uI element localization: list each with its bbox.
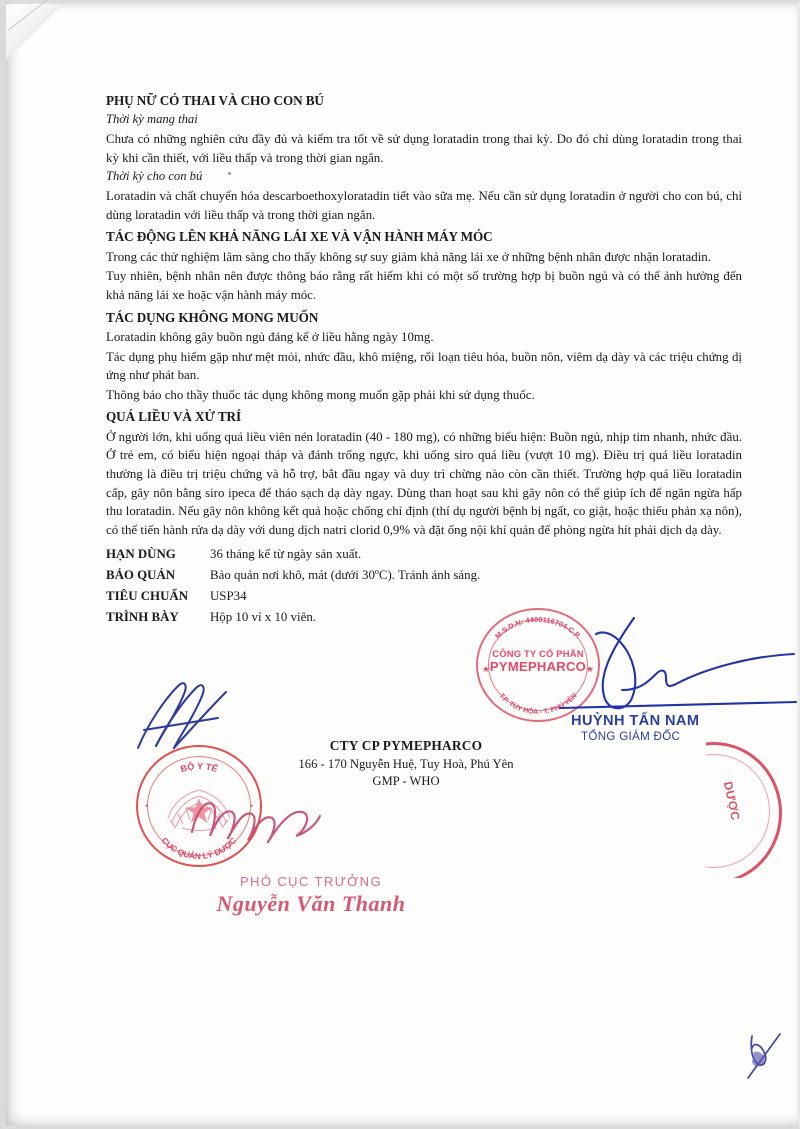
moh-stamp-bottom-label: CỤC QUẢN LÝ DƯỢC <box>159 835 239 862</box>
spec-label: BẢO QUẢN <box>106 568 176 583</box>
moh-stamp-dot-left: • <box>145 801 149 811</box>
body-paragraph: Tác dụng phụ hiếm gặp như mệt mỏi, nhức đầu, khô miệng, rối loạn tiêu hóa, buồn nôn, viêm dạ dày và các triệu chứng dị ứng như phát ban. <box>106 349 742 383</box>
spec-label: HẠN DÙNG <box>106 547 176 562</box>
body-paragraph: Trong các thử nghiệm lâm sàng cho thấy không sự suy giảm khả năng lái xe ở những bệnh nhân được nhận loratadin. <box>106 249 711 264</box>
stamp-location-text: T.P. TUY HÒA - T. PHÚ YÊN <box>497 692 579 717</box>
spec-label: TRÌNH BÀY <box>106 609 179 624</box>
company-gmp-certification: GMP - WHO <box>372 773 440 788</box>
stamp-star-left: ★ <box>482 664 491 674</box>
stamp-company-name: PYMEPHARCO <box>489 659 587 675</box>
spec-value: 36 tháng kể từ ngày sản xuất. <box>210 547 362 562</box>
spec-value: Hộp 10 vỉ x 10 viên. <box>210 609 316 624</box>
company-info-block <box>256 737 556 790</box>
edge-stamp-text: DƯỢC <box>720 780 743 822</box>
spec-row <box>106 544 480 565</box>
stamp-star-right: ★ <box>585 664 594 674</box>
section-heading: PHỤ NỮ CÓ THAI VÀ CHO CON BÚ <box>106 93 324 108</box>
director-name-block <box>571 713 791 743</box>
product-spec-table <box>106 544 480 627</box>
deputy-director-name: Nguyễn Văn Thanh <box>216 891 406 916</box>
approver-signature-blue <box>126 672 296 775</box>
stamp-company-type: CÔNG TY CỔ PHẦN <box>492 648 584 659</box>
company-name: CTY CP PYMEPHARCO <box>329 738 483 753</box>
stamp-registration-number: M.S.D.N: 4400116704-C.P. <box>493 614 583 641</box>
spec-row <box>106 606 480 627</box>
body-paragraph: Chưa có những nghiên cứu đầy đủ và kiểm tra tốt về sử dụng loratadin trong thai kỳ. Do đó chỉ dùng loratadin trong thai kỳ khi cần thiết, với liều thấp và trong thời gian ngắn. <box>106 132 742 165</box>
section-subheading: Thời kỳ cho con bú <box>106 169 203 184</box>
section-heading: TÁC DỤNG KHÔNG MONG MUỐN <box>106 309 319 325</box>
deputy-director-title: PHÓ CỤC TRƯỞNG <box>239 874 382 889</box>
section-subheading: Thời kỳ mang thai <box>106 112 198 127</box>
body-paragraph: Loratadin không gây buồn ngủ đáng kể ở liều hằng ngày 10mg. <box>106 330 434 345</box>
spec-value: USP34 <box>210 588 247 603</box>
spec-row <box>106 586 480 607</box>
body-paragraph: Ở người lớn, khi uống quá liều viên nén loratadin (40 - 180 mg), có những biểu hiện: Buồn ngủ, nhịp tim nhanh, nhức đầu. Ở trẻ em, có biểu hiện ngoại tháp và đánh trống ngực, khi uống siro quá liều (vượt 10 mg). Điều trị quá liều loratadin thường là điều trị triệu chứng và hỗ trợ, bắt đầu ngay và duy trì chừng nào còn cần thiết. Trường hợp quá liều loratadin cấp, gây nôn bằng siro ipeca để tháo sạch dạ dày ngay. Dùng than hoạt sau khi gây nôn có thể giúp ích để ngăn ngừa hấp thu loratadin. Nếu gây nôn không kết quả hoặc chống chỉ định (thí dụ người bệnh bị ngất, co giật, hoặc thiếu phản xạ nôn), có thể tiến hành rửa dạ dày với dung dịch natri clorid 0,9% và đặt ống nội khí quản để phòng ngừa hít phải dịch dạ dày. <box>106 429 742 537</box>
body-paragraph: Loratadin và chất chuyển hóa descarboethoxyloratadin tiết vào sữa mẹ. Nếu cần sử dụng loratadin ở người cho con bú, chỉ dùng loratadin với liều thấp và trong thời gian ngắn. <box>106 189 742 222</box>
section-heading: TÁC ĐỘNG LÊN KHẢ NĂNG LÁI XE VÀ VẬN HÀNH MÁY MÓC <box>106 229 493 245</box>
page-fold-corner <box>6 4 63 60</box>
director-title: TỔNG GIÁM ĐỐC <box>581 730 681 743</box>
moh-stamp-dot-right: • <box>249 801 253 811</box>
partial-edge-stamp <box>706 742 800 878</box>
spec-value: Bảo quản nơi khô, mát (dưới 30ºC). Tránh ánh sáng. <box>210 568 481 583</box>
moh-stamp-top-label: BỘ Y TẾ <box>179 761 219 775</box>
director-name: HUỲNH TẤN NAM <box>571 713 700 729</box>
spec-label: TIÊU CHUẨN <box>106 588 189 603</box>
bottom-right-initial-mark <box>736 1026 792 1086</box>
body-paragraph: Tuy nhiên, bệnh nhân nên được thông báo rằng rất hiếm khi có một số trường hợp bị buồn ngủ và có thể ảnh hưởng đến khả năng lái xe hoặc vận hành máy móc. <box>106 269 742 303</box>
body-paragraph: Thông báo cho thầy thuốc tác dụng không mong muốn gặp phải khi sử dụng thuốc. <box>106 387 535 402</box>
deputy-director-block <box>186 874 436 917</box>
spec-row <box>106 565 480 586</box>
deputy-handwritten-signature <box>186 786 326 858</box>
sections-container <box>106 92 742 539</box>
company-address: 166 - 170 Nguyễn Huệ, Tuy Hoà, Phú Yên <box>298 756 514 771</box>
section-heading: QUÁ LIỀU VÀ XỬ TRÍ <box>106 409 241 425</box>
leaflet-text-content <box>106 92 742 627</box>
